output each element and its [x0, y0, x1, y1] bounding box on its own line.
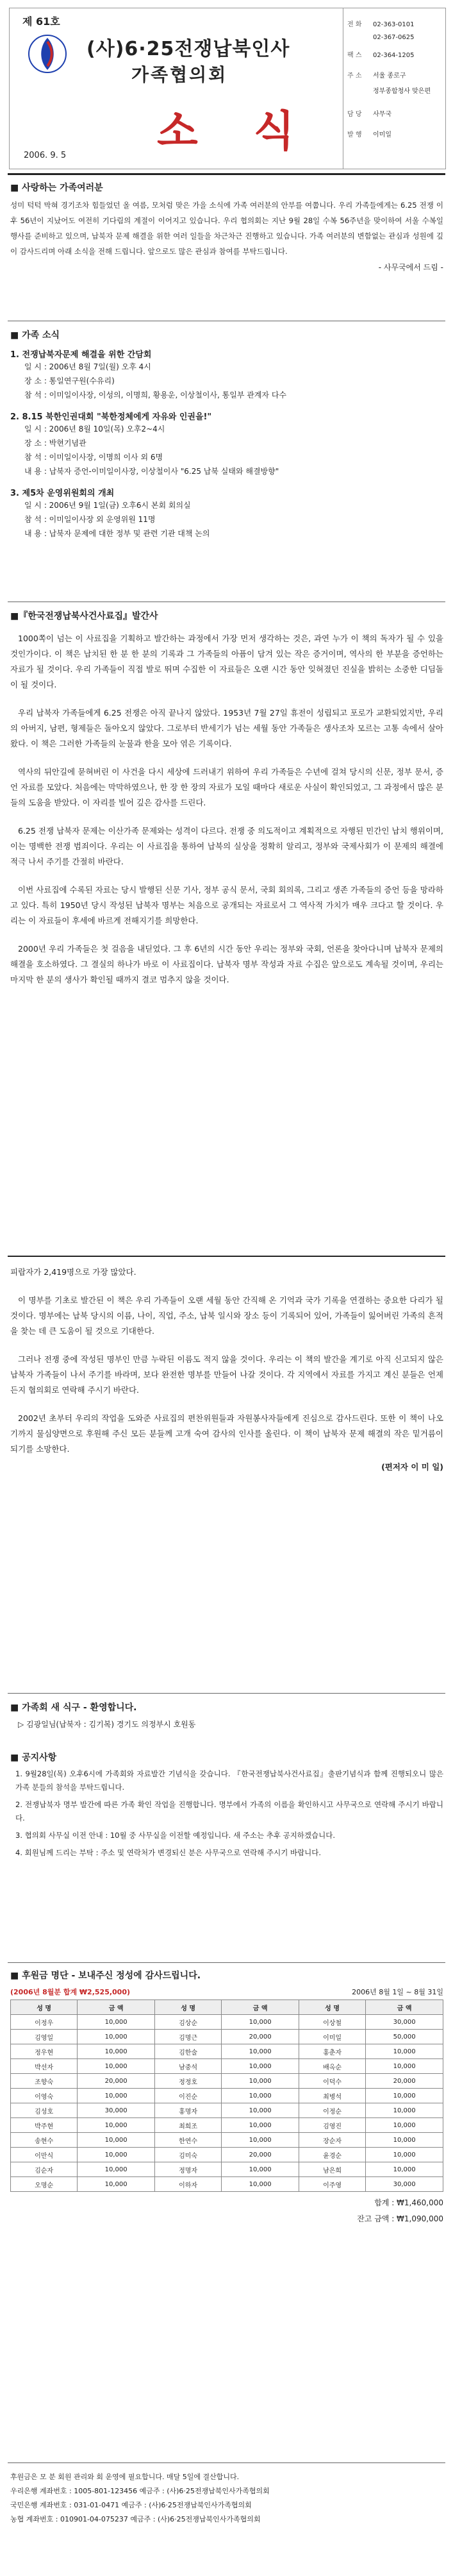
event-line: 참 석 : 이미일이사장, 이명희 이사 외 6명 [24, 453, 163, 462]
greeting-section [10, 181, 443, 273]
donation-amount: 50,000 [366, 2030, 443, 2044]
donor-name: 최희조 [154, 2118, 221, 2133]
donation-amount: 10,000 [78, 2148, 155, 2162]
publication-paragraph: 2000년 우리 가족들은 첫 걸음을 내딛었다. 그 후 6년의 시간 동안 우리는 정부와 국회, 언론을 찾아다니며 납북자 문제의 해결을 호소하였다. 그 결실의 하나가 바로 이 사료집이다. 납북자 명부 작성과 자료 수집은 앞으로도 계속될 것이며, 우리는 마지막 한 분의 생사가 확인될 때까지 결코 멈추지 않을 것이다. [10, 944, 443, 984]
donation-amount: 10,000 [222, 2118, 299, 2133]
donor-name: 조향숙 [11, 2074, 78, 2089]
continuation-paragraph: 피랍자가 2,419명으로 가장 많았다. [10, 1267, 136, 1277]
table-row [11, 2089, 443, 2103]
masthead [9, 8, 446, 169]
donor-name: 이상철 [299, 2015, 365, 2030]
table-row [11, 2148, 443, 2162]
dues-table [10, 1999, 443, 2192]
donor-name: 김성호 [11, 2103, 78, 2118]
org-name-line1: (사)6·25전쟁납북인사 [86, 38, 290, 60]
donation-amount: 10,000 [222, 2162, 299, 2177]
dues-section [10, 1969, 443, 2224]
donor-name: 박주현 [11, 2118, 78, 2133]
donation-amount: 10,000 [78, 2118, 155, 2133]
publication-section [10, 609, 443, 988]
donation-amount: 20,000 [222, 2030, 299, 2044]
section-divider [8, 1693, 445, 1694]
notice-item: 3. 협의회 사무실 이전 안내 : 10월 중 사무실을 이전할 예정입니다. 새 주소는 추후 공지하겠습니다. [15, 1831, 335, 1840]
events-heading: ■ 가족 소식 [10, 330, 60, 341]
publication-heading: ■『한국전쟁납북사건사료집』발간사 [10, 611, 158, 621]
greeting-sign: - 사무국에서 드림 - [378, 263, 443, 272]
event-line: 참 석 : 이미일이사장, 이성의, 이명희, 황용운, 이상철이사, 통일부 관계자 다수 [24, 391, 287, 400]
events-section [10, 328, 443, 541]
table-row [11, 2177, 443, 2192]
dues-remain: 잔고 금액 : ₩1,090,000 [357, 2214, 443, 2223]
publication-paragraph: 이번 사료집에 수록된 자료는 당시 발행된 신문 기사, 정부 공식 문서, 국회 회의록, 그리고 생존 가족들의 증언 등을 망라하고 있다. 특히 1950년 당시 작성된 납북자 명부는 처음으로 공개되는 자료로서 그 역사적 가치가 매우 크다고 할 것이다. 우리는 이 자료들이 후세에 바르게 전해지기를 희망한다. [10, 885, 443, 925]
publication-paragraph: 역사의 뒤안길에 묻혀버린 이 사건을 다시 세상에 드러내기 위하여 우리 가족들은 수년에 걸쳐 당시의 신문, 정부 문서, 증언 자료를 모았다. 처음에는 막막하였으나, 한 장 한 장의 자료가 모일 때마다 새로운 사실이 확인되었고, 그 과정에서 많은 분들의 도움을 받았다. 이 자리를 빌어 깊은 감사를 드린다. [10, 767, 443, 807]
table-row [11, 2133, 443, 2148]
issue-number: 제 61호 [22, 15, 60, 28]
event-item [10, 348, 443, 402]
event-title: 2. 8.15 북한인권대회 "북한정체에게 자유와 인권을!" [10, 412, 212, 422]
event-item [10, 410, 443, 478]
donation-amount: 20,000 [366, 2074, 443, 2089]
donor-name: 윤경순 [299, 2148, 365, 2162]
donation-amount: 10,000 [78, 2133, 155, 2148]
donor-name: 이주영 [299, 2177, 365, 2192]
event-line: 장 소 : 통일연구원(수유리) [24, 376, 115, 385]
donation-amount: 10,000 [366, 2044, 443, 2059]
join-line: ▷ 김광일님(납북자 : 김기복) 경기도 의정부시 호원동 [18, 1720, 196, 1729]
contact-row: 팩 스 02-364-1205 [347, 52, 415, 59]
dues-period: 2006년 8월 1일 ~ 8월 31일 [352, 1988, 443, 1996]
event-line: 일 시 : 2006년 8월 10일(목) 오후2~4시 [24, 425, 165, 434]
greeting-body: 성미 턱턱 막혀 경기조차 힘들었던 올 여름, 모처럼 맞은 가을 소식에 가족 여러분의 안부를 여쭙니다. 우리 가족들에게는 6.25 전쟁 이후 56년이 지났어도 여전히 기다림의 계절이 이어지고 있습니다. 우리 협의회는 지난 9월 28일 수복 56주년을 맞이하여 서울 수복일 행사를 준비하고 있으며, 납북자 문제 해결을 위한 여러 일들을 차근차근 진행하고 있습니다. 가족 여러분의 변함없는 관심과 성원에 깊이 감사드리며 아래 소식을 전해 드립니다. 앞으로도 많은 관심과 참여를 부탁드립니다. [10, 201, 443, 256]
notice-item: 1. 9월28일(목) 오후6시에 가족회와 자료발간 기념식을 갖습니다. 『한국전쟁납북사건사료집』출판기념식과 함께 진행되오니 많은 가족 분들의 참석을 부탁드립니다. [15, 1769, 443, 1792]
table-row [11, 2044, 443, 2059]
contact-row: 발 행 이미일 [347, 131, 391, 139]
table-row [11, 2015, 443, 2030]
donor-name: 배옥순 [299, 2059, 365, 2074]
contact-box [343, 8, 446, 169]
donor-name: 이정우 [11, 2015, 78, 2030]
contact-row: 주 소 서울 종로구 [347, 72, 406, 80]
footer-line: 후원금은 모 분 회원 관리와 회 운영에 필요합니다. 매달 5일에 결산합니다. [10, 2473, 240, 2481]
donor-name: 김명근 [154, 2030, 221, 2044]
donor-name: 정정호 [154, 2074, 221, 2089]
donation-amount: 20,000 [78, 2074, 155, 2089]
issue-date: 2006. 9. 5 [24, 151, 67, 160]
donation-amount: 10,000 [78, 2089, 155, 2103]
donation-amount: 30,000 [366, 2177, 443, 2192]
donor-name: 정명자 [154, 2162, 221, 2177]
donation-amount: 10,000 [78, 2177, 155, 2192]
section-divider [8, 2462, 445, 2463]
donor-name: 홍춘자 [299, 2044, 365, 2059]
continuation-paragraph: 이 명부를 기초로 발간된 이 책은 우리 가족들이 오랜 세월 동안 간직해 온 기억과 국가 기록을 연결하는 중요한 다리가 될 것이다. 명부에는 납북 당시의 이름, 나이, 직업, 주소, 납북 일시와 장소 등이 기록되어 있어, 가족들이 잃어버린 가족의 흔적을 찾는 데 큰 도움이 될 것으로 기대한다. [10, 1295, 443, 1336]
donation-amount: 10,000 [78, 2030, 155, 2044]
join-section [10, 1701, 443, 1731]
donation-amount: 10,000 [78, 2059, 155, 2074]
event-title: 1. 전쟁납북자문제 해결을 위한 간담회 [10, 350, 152, 360]
donor-name: 이진순 [154, 2089, 221, 2103]
publication-paragraph: 6.25 전쟁 납북자 문제는 이산가족 문제와는 성격이 다르다. 전쟁 중 의도적이고 계획적으로 자행된 민간인 납치 행위이며, 이는 명백한 전쟁 범죄이다. 우리는 이 사료집을 통하여 납북의 실상을 정확히 알리고, 정부와 국제사회가 이 문제의 해결에 적극 나서 주기를 간절히 바란다. [10, 826, 443, 866]
donor-name: 김한술 [154, 2044, 221, 2059]
donor-name: 박선자 [11, 2059, 78, 2074]
donor-name: 최병석 [299, 2089, 365, 2103]
donor-name: 김영일 [11, 2030, 78, 2044]
donor-name: 정우현 [11, 2044, 78, 2059]
footer-section [10, 2470, 443, 2527]
donor-name: 남중석 [154, 2059, 221, 2074]
notice-item: 2. 전쟁납북자 명부 발간에 따른 가족 확인 작업을 진행합니다. 명부에서 가족의 이름을 확인하시고 사무국으로 연락해 주시기 바랍니다. [15, 1800, 443, 1823]
donation-amount: 10,000 [222, 2133, 299, 2148]
donation-amount: 10,000 [78, 2162, 155, 2177]
footer-line: 농협 계좌번호 : 010901-04-075237 예금주 : (사)6·25전쟁납북인사가족협의회 [10, 2515, 261, 2523]
donation-amount: 10,000 [366, 2103, 443, 2118]
donor-name: 이덕수 [299, 2074, 365, 2089]
donation-amount: 10,000 [222, 2044, 299, 2059]
event-line: 내 용 : 납북자 문제에 대한 정부 및 관련 기관 대책 논의 [24, 529, 210, 538]
continuation-paragraph: 그러나 전쟁 중에 작성된 명부인 만큼 누락된 이름도 적지 않을 것이다. 우리는 이 책의 발간을 계기로 아직 신고되지 않은 납북자 가족들이 나서 주기를 바라며, 보다 완전한 명부를 만들어 나갈 것이다. 각 지역에서 자료를 가지고 계신 분들은 언제든지 협의회로 연락해 주시기 바란다. [10, 1354, 443, 1395]
dues-subtotal: 합계 : ₩1,460,000 [374, 2198, 443, 2207]
donor-name: 이하자 [154, 2177, 221, 2192]
donation-amount: 10,000 [366, 2118, 443, 2133]
donor-name: 김미숙 [154, 2148, 221, 2162]
contact-row: 담 당 사무국 [347, 111, 391, 118]
donor-name: 이영숙 [11, 2089, 78, 2103]
contact-row: 02-367-0625 [373, 34, 415, 41]
donor-name: 이정순 [299, 2103, 365, 2118]
publication-continuation [10, 1265, 443, 1472]
table-row [11, 2118, 443, 2133]
event-title: 3. 제5차 운영위원회의 개최 [10, 489, 115, 498]
table-row [11, 2059, 443, 2074]
org-name-line2: 가족협의회 [131, 64, 228, 85]
contact-row: 정부종합청사 맞은편 [373, 88, 431, 95]
donation-amount: 10,000 [222, 2103, 299, 2118]
notice-heading: ■ 공지사항 [10, 1753, 57, 1763]
continuation-sign: (편저자 이 미 일) [381, 1462, 443, 1472]
join-heading: ■ 가족회 새 식구 - 환영합니다. [10, 1703, 137, 1713]
donor-name: 이미일 [299, 2030, 365, 2044]
donation-amount: 10,000 [78, 2044, 155, 2059]
organization-logo-icon [28, 34, 67, 74]
donation-amount: 10,000 [222, 2074, 299, 2089]
donation-amount: 10,000 [366, 2059, 443, 2074]
notice-section [10, 1751, 443, 1860]
donation-amount: 10,000 [366, 2089, 443, 2103]
table-row [11, 2074, 443, 2089]
donor-name: 김상순 [154, 2015, 221, 2030]
footer-line: 국민은행 계좌번호 : 031-01-0471 예금주 : (사)6·25전쟁납북인사가족협의회 [10, 2501, 252, 2509]
event-line: 참 석 : 이미일이사장 외 운영위원 11명 [24, 515, 156, 524]
event-line: 일 시 : 2006년 9월 1일(금) 오후6시 본회 회의실 [24, 501, 191, 510]
dues-total: (2006년 8월분 합계 ₩2,525,000) [10, 1988, 131, 1996]
header-divider [8, 173, 445, 175]
table-row [11, 2030, 443, 2044]
dues-heading: ■ 후원금 명단 - 보내주신 정성에 감사드립니다. [10, 1971, 201, 1981]
table-header-row: 성 명 금 액 성 명 금 액 성 명 금 액 [11, 2000, 443, 2015]
donor-name: 한연수 [154, 2133, 221, 2148]
donation-amount: 10,000 [222, 2059, 299, 2074]
event-line: 내 용 : 납북자 증언-이미일이사장, 이상철이사 "6.25 납북 실태와 해결방향" [24, 467, 279, 476]
table-row [11, 2103, 443, 2118]
masthead-title-area [10, 8, 343, 169]
donor-name: 남은희 [299, 2162, 365, 2177]
donation-amount: 10,000 [222, 2089, 299, 2103]
event-item [10, 486, 443, 541]
donor-name: 오명순 [11, 2177, 78, 2192]
page-break-divider [8, 1256, 445, 1257]
donation-amount: 10,000 [222, 2177, 299, 2192]
notice-item: 4. 회원님께 드리는 부탁 : 주소 및 연락처가 변경되신 분은 사무국으로 연락해 주시기 바랍니다. [15, 1848, 322, 1857]
donor-name: 송현수 [11, 2133, 78, 2148]
event-line: 장 소 : 박현기념관 [24, 439, 86, 448]
footer-line: 우리은행 계좌번호 : 1005-801-123456 예금주 : (사)6·25전쟁납북인사가족협의회 [10, 2487, 270, 2495]
contact-row: 전 화 02-363-0101 [347, 21, 415, 28]
continuation-paragraph: 2002년 초부터 우리의 작업을 도와준 사료집의 편찬위원들과 자원봉사자들에게 진심으로 감사드린다. 또한 이 책이 나오기까지 물심양면으로 후원해 주신 모든 분들께 고개 숙여 감사의 인사를 올린다. 이 책이 납북자 문제 해결의 작은 밑거름이 되기를 소망한다. [10, 1413, 443, 1454]
publication-paragraph: 우리 납북자 가족들에게 6.25 전쟁은 아직 끝나지 않았다. 1953년 7월 27일 휴전이 성립되고 포로가 교환되었지만, 우리의 아버지, 남편, 형제들은 돌아오지 않았다. 그로부터 반세기가 넘는 세월 동안 가족들은 생사조차 모르는 고통 속에서 살아왔다. 이 책은 그러한 가족들의 눈물과 한을 모아 엮은 기록이다. [10, 708, 443, 748]
donation-amount: 10,000 [222, 2015, 299, 2030]
donor-name: 김순자 [11, 2162, 78, 2177]
donation-amount: 20,000 [222, 2148, 299, 2162]
donation-amount: 10,000 [366, 2162, 443, 2177]
donation-amount: 10,000 [366, 2133, 443, 2148]
donor-name: 김영진 [299, 2118, 365, 2133]
donation-amount: 10,000 [366, 2148, 443, 2162]
table-row [11, 2162, 443, 2177]
donation-amount: 30,000 [78, 2103, 155, 2118]
publication-paragraph: 1000쪽이 넘는 이 사료집을 기획하고 발간하는 과정에서 가장 먼저 생각하는 것은, 과연 누가 이 책의 독자가 될 수 있을 것인가이다. 이 책은 납치된 한 분 한 분의 기록과 그 가족들의 아픔이 담겨 있는 작은 증거이며, 역사의 한 부분을 증언하는 자료가 될 것이다. 우리 가족들이 직접 발로 뛰며 수집한 이 자료들은 오랜 시간 동안 잊혀졌던 진실을 밝히는 소중한 디딤돌이 될 것이다. [10, 634, 443, 689]
donation-amount: 30,000 [366, 2015, 443, 2030]
event-line: 일 시 : 2006년 8월 7일(월) 오후 4시 [24, 362, 151, 371]
donor-name: 장순자 [299, 2133, 365, 2148]
donation-amount: 10,000 [78, 2015, 155, 2030]
donor-name: 홍명자 [154, 2103, 221, 2118]
greeting-heading: ■ 사랑하는 가족여러분 [10, 183, 103, 193]
section-divider [8, 1962, 445, 1963]
donor-name: 이만식 [11, 2148, 78, 2162]
newsletter-title: 소 식 [157, 106, 315, 156]
